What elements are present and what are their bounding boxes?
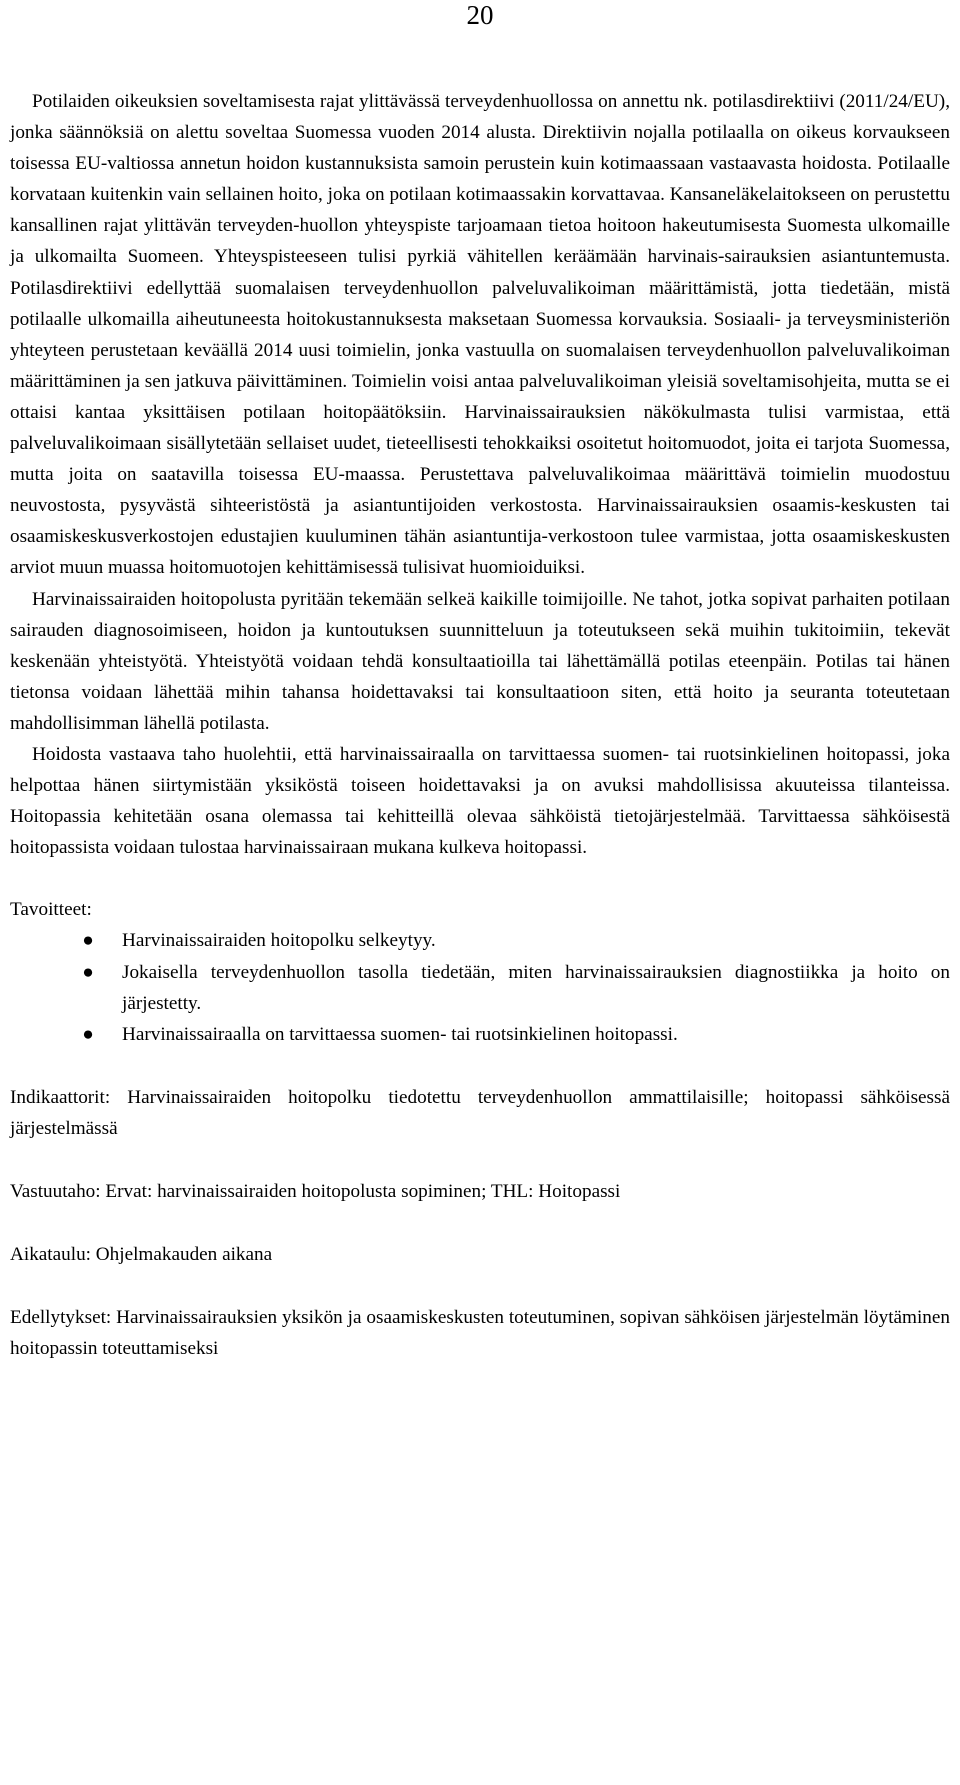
bullet-icon: ● bbox=[82, 930, 94, 952]
list-item bbox=[82, 925, 950, 956]
list-item bbox=[82, 1019, 950, 1050]
spacer bbox=[0, 1207, 960, 1239]
paragraph-care-passport: Hoidosta vastaava taho huolehtii, että harvinaissairaalla on tarvittaessa suomen- tai ruotsinkielinen hoitopassi, joka helpottaa hänen siirtymistään yksiköstä toiseen hoidettavaksi ja on avuksi mahdollisissa akuuteissa tilanteissa. Hoitopassia kehitetään osana olemassa tai kehitteillä olevaa sähköistä tietojärjestelmää. Tarvittaessa sähköisestä hoitopassista voidaan tulostaa harvinaissairaan mukana kulkeva hoitopassi. bbox=[10, 743, 950, 859]
spacer bbox=[0, 863, 960, 894]
spacer bbox=[0, 1050, 960, 1082]
list-item bbox=[82, 957, 950, 1019]
spacer bbox=[0, 1144, 960, 1176]
bullet-icon: ● bbox=[82, 1023, 94, 1045]
goal-text: Harvinaissairaalla on tarvittaessa suomen- tai ruotsinkielinen hoitopassi. bbox=[122, 1023, 678, 1045]
paragraph-patient-directive: Potilaiden oikeuksien soveltamisesta rajat ylittävässä terveydenhuollossa on annettu nk. potilasdirektiivi (2011/24/EU), jonka säännöksiä on alettu soveltaa Suomessa vuoden 2014 alusta. Direktiivin nojalla potilaalla on oikeus korvaukseen toisessa EU-valtiossa annetun hoidon kustannuksista samoin perustein kuin kotimaassaan vastaavasta hoidosta. Potilaalle korvataan kuitenkin vain sellainen hoito, joka on potilaan kotimaassakin korvattavaa. Kansaneläkelaitokseen on perustettu kansallinen rajat ylittävän terveyden-huollon yhteyspiste tarjoamaan tietoa hoitoon hakeutumisesta Suomesta ulkomaille ja ulkomailta Suomeen. Yhteyspisteeseen tulisi pyrkiä vähitellen keräämään harvinais-sairauksien asiantuntemusta. Potilasdirektiivi edellyttää suomalaisen terveydenhuollon palveluvalikoiman määrittämistä, jotta tiedetään, mistä potilaalle ulkomailla aiheutuneesta hoitokustannuksesta maksetaan Suomessa korvauksia. Sosiaali- ja terveysministeriön yhteyteen perustetaan keväällä 2014 uusi toimielin, jonka vastuulla on suomalaisen terveydenhuollon palveluvalikoiman määrittäminen ja sen jatkuva päivittäminen. Toimielin voisi antaa palveluvalikoiman yleisiä soveltamisohjeita, mutta se ei ottaisi kantaa yksittäisen potilaan hoitopäätöksiin. Harvinaissairauksien näkökulmasta tulisi varmistaa, että palveluvalikoimaan sisällytetään sellaiset uudet, tieteellisesti tehokkaiksi osoitetut hoitomuodot, joita ei tarjota Suomessa, mutta joita on saatavilla toisessa EU-maassa. Perustettava palveluvalikoimaa määrittävä toimielin muodostuu neuvostosta, pysyvästä sihteeristöstä ja asiantuntijoiden verkostosta. Harvinaissairauksien osaamis-keskusten tai osaamiskeskusverkostojen edustajien kuuluminen tähän asiantuntija-verkostoon tulee varmistaa, jotta osaamiskeskusten arviot muun muassa hoitomuotojen kehittämisessä tulisivat huomioiduiksi. bbox=[10, 91, 950, 579]
goal-text: Jokaisella terveydenhuollon tasolla tiedetään, miten harvinaissairauksien diagnostiikka ja hoito on järjestetty. bbox=[122, 961, 950, 1014]
responsible-text: Vastuutaho: Ervat: harvinaissairaiden hoitopolusta sopiminen; THL: Hoitopassi bbox=[10, 1181, 621, 1202]
indicators-text: Indikaattorit: Harvinaissairaiden hoitopolku tiedotettu terveydenhuollon ammattilaisille; hoitopassi sähköisessä järjestelmässä bbox=[10, 1086, 950, 1139]
paragraph-care-pathway: Harvinaissairaiden hoitopolusta pyritään tekemään selkeä kaikille toimijoille. Ne tahot, jotka sopivat parhaiten potilaan sairauden diagnosoimiseen, hoidon ja kuntoutuksen suunnitteluun ja toteutukseen sekä muihin tukitoimiin, tekevät keskenään yhteistyötä. Yhteistyötä voidaan tehdä konsultaatioilla tai lähettämällä potilas eteenpäin. Potilas tai hänen tietonsa voidaan lähettää mihin tahansa hoidettavaksi tai konsultaatioon siten, että hoito ja seuranta toteutetaan mahdollisimman lähellä potilasta. bbox=[10, 588, 950, 734]
page-number: 20 bbox=[466, 0, 494, 30]
prerequisites-text: Edellytykset: Harvinaissairauksien yksikön ja osaamiskeskusten toteutuminen, sopivan sähköisen järjestelmän löytäminen hoitopassin toteuttamiseksi bbox=[10, 1307, 950, 1360]
goals-list bbox=[0, 925, 960, 1049]
schedule-text: Aikataulu: Ohjelmakauden aikana bbox=[10, 1244, 273, 1266]
goals-heading: Tavoitteet: bbox=[10, 899, 92, 921]
document-body bbox=[0, 86, 960, 1364]
spacer bbox=[0, 1270, 960, 1302]
bullet-icon: ● bbox=[82, 961, 94, 983]
goal-text: Harvinaissairaiden hoitopolku selkeytyy. bbox=[122, 930, 436, 952]
